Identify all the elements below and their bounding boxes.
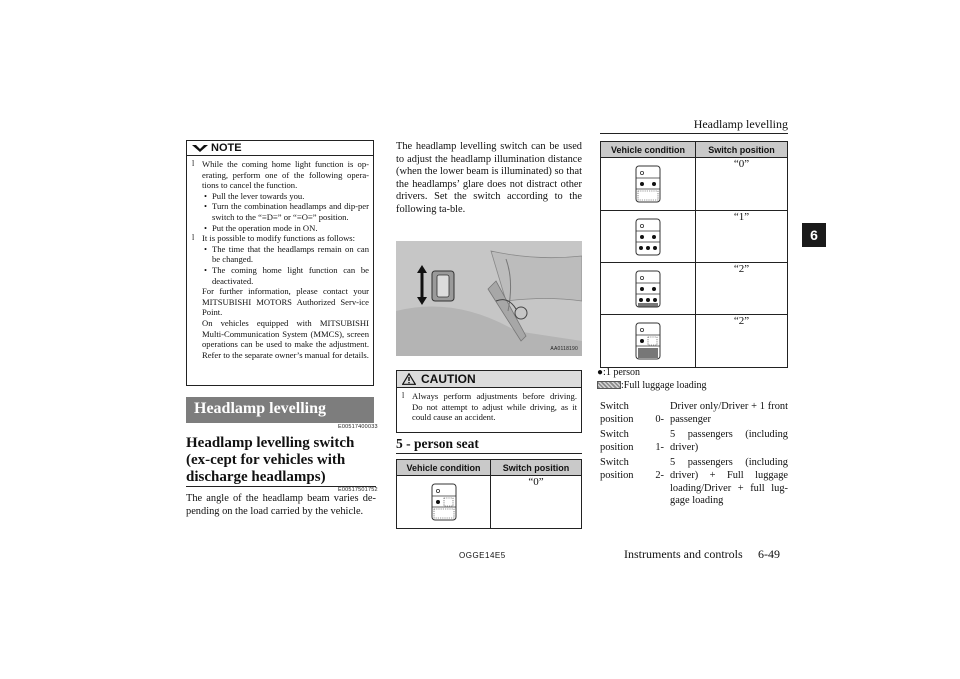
subsection-code: E00517501752 bbox=[338, 487, 378, 493]
caution-box bbox=[396, 370, 582, 433]
note-sub-item: • Turn the combination headlamps and dip-per switch to the “≡D≡” or “≡O≡” position. bbox=[204, 201, 369, 222]
note-title: NOTE bbox=[211, 142, 242, 154]
switch-position-cell: “0” bbox=[696, 158, 788, 211]
legend-person: ●:1 person bbox=[597, 367, 640, 378]
subsection-text: The angle of the headlamp beam varies de-pending on the load carried by the vehicle. bbox=[186, 493, 376, 517]
note-box bbox=[186, 140, 374, 386]
caution-text: Always perform adjustments before driving. Do not attempt to adjust while driving, as it could cause an accident. bbox=[412, 391, 577, 423]
dashboard-photo bbox=[396, 241, 582, 356]
note-item-text: While the coming home light function is op-erating, perform one of the following opera-tions to cancel the function. bbox=[202, 159, 369, 191]
levelling-switch-illustration bbox=[396, 241, 582, 356]
header-rule bbox=[600, 133, 788, 134]
page-number: 6-49 bbox=[758, 547, 780, 561]
seat-diagram-icon bbox=[635, 218, 661, 256]
list-item bbox=[600, 457, 788, 507]
switch-position-cell: “2” bbox=[696, 315, 788, 368]
table-row bbox=[601, 315, 788, 368]
caution-title: CAUTION bbox=[421, 372, 476, 386]
section-code: E00517400033 bbox=[338, 424, 378, 430]
note-hand-icon bbox=[192, 143, 209, 153]
legend-luggage: :Full luggage loading bbox=[621, 379, 707, 391]
bullet-icon: l bbox=[402, 391, 405, 400]
note-sub-item: • The coming home light function can be deactivated. bbox=[204, 264, 369, 286]
col-header: Switch position bbox=[696, 142, 788, 158]
chapter-tab: 6 bbox=[802, 223, 826, 247]
col-header: Vehicle condition bbox=[397, 460, 491, 476]
seat-diagram-wrap bbox=[397, 476, 490, 528]
note-sub-item-text: Put the operation mode in ON. bbox=[212, 222, 318, 233]
switch-position-cell: “2” bbox=[696, 263, 788, 315]
list-item bbox=[600, 401, 788, 426]
note-sub-item-text: The coming home light function can be deactivated. bbox=[212, 264, 369, 286]
note-item bbox=[192, 159, 369, 191]
vehicle-condition-cell bbox=[397, 476, 491, 529]
switch-position-cell: “1” bbox=[696, 211, 788, 263]
photo-code: AA0118190 bbox=[550, 346, 578, 352]
vehicle-condition-cell bbox=[601, 211, 696, 263]
luggage-swatch-icon bbox=[597, 381, 621, 389]
note-sub-item-text: Turn the combination headlamps and dip-per switch to the “≡D≡” or “≡O≡” position. bbox=[212, 201, 369, 222]
switch-desc: 5 passengers (including driver) bbox=[670, 429, 788, 453]
seat-diagram-icon bbox=[635, 322, 661, 360]
note-paragraph: On vehicles equipped with MITSUBISHI Multi-Communication System (MMCS), screen operations can be used to make the adjustment. Refer to the separate owner’s manual for details. bbox=[202, 317, 369, 360]
note-item bbox=[192, 233, 369, 244]
switch-position-list bbox=[600, 401, 788, 511]
list-item bbox=[600, 429, 788, 454]
vehicle-condition-table bbox=[600, 141, 788, 368]
legend-luggage-row bbox=[597, 380, 707, 393]
switch-desc: Driver only/Driver + 1 front passenger bbox=[670, 401, 788, 425]
seat-diagram-wrap bbox=[601, 263, 695, 314]
caution-header bbox=[397, 371, 581, 388]
note-header bbox=[187, 141, 373, 156]
seat-diagram-wrap bbox=[601, 211, 695, 262]
footer-section: Instruments and controls bbox=[624, 547, 743, 561]
vehicle-condition-cell bbox=[601, 158, 696, 211]
bullet-icon: l bbox=[192, 159, 195, 168]
col-header: Vehicle condition bbox=[601, 142, 696, 158]
note-sub-item: • Pull the lever towards you. bbox=[204, 190, 305, 201]
caution-body bbox=[402, 391, 577, 423]
seat-diagram-icon bbox=[635, 270, 661, 308]
caution-item bbox=[402, 391, 577, 423]
vehicle-condition-cell bbox=[601, 315, 696, 368]
seat-diagram-icon bbox=[635, 165, 661, 203]
switch-label: Switch position 0- bbox=[600, 401, 664, 425]
seat-diagram-wrap bbox=[601, 315, 695, 367]
switch-label: Switch position 1- bbox=[600, 429, 664, 453]
intro-paragraph: The headlamp levelling switch can be used to adjust the headlamp illumination distance (when the lower beam is illuminated) so that the headlamps’ glare does not distract other drivers. Set the switch according to the following ta-ble. bbox=[396, 141, 582, 215]
switch-position-cell: “0” bbox=[491, 476, 582, 529]
table-row bbox=[601, 158, 788, 211]
five-seat-rule bbox=[396, 453, 582, 454]
note-sub-item-text: The time that the headlamps remain on can be changed. bbox=[212, 243, 369, 265]
five-seat-table bbox=[396, 459, 582, 529]
table-row bbox=[397, 476, 582, 529]
seat-diagram-wrap bbox=[601, 158, 695, 210]
section-heading bbox=[186, 397, 374, 423]
five-seat-title: 5 - person seat bbox=[396, 436, 479, 451]
table-row bbox=[601, 263, 788, 315]
switch-label: Switch position 2- bbox=[600, 457, 664, 481]
seat-diagram-icon bbox=[431, 483, 457, 521]
footer-code: OGGE14E5 bbox=[459, 551, 506, 560]
page-header-title: Headlamp levelling bbox=[693, 117, 788, 131]
note-item-text: It is possible to modify functions as follows: bbox=[202, 233, 356, 244]
section-title: Headlamp levelling bbox=[194, 400, 326, 417]
note-sub-item-text: Pull the lever towards you. bbox=[212, 190, 305, 201]
switch-desc: 5 passengers (including driver) + Full luggage loading/Driver + full lug-gage loading bbox=[670, 457, 788, 507]
vehicle-condition-cell bbox=[601, 263, 696, 315]
note-paragraph: For further information, please contact your MITSUBISHI MOTORS Authorized Serv-ice Point. bbox=[202, 286, 369, 318]
note-sub-item: • The time that the headlamps remain on can be changed. bbox=[204, 243, 369, 265]
warning-triangle-icon bbox=[402, 373, 416, 385]
note-body bbox=[192, 159, 369, 360]
bullet-icon: l bbox=[192, 233, 195, 243]
note-sub-item: • Put the operation mode in ON. bbox=[204, 222, 318, 233]
col-header: Switch position bbox=[491, 460, 582, 476]
subsection-title: Headlamp levelling switch (ex-cept for vehicles with discharge headlamps) bbox=[186, 435, 355, 485]
table-row bbox=[601, 211, 788, 263]
legend bbox=[597, 367, 707, 392]
